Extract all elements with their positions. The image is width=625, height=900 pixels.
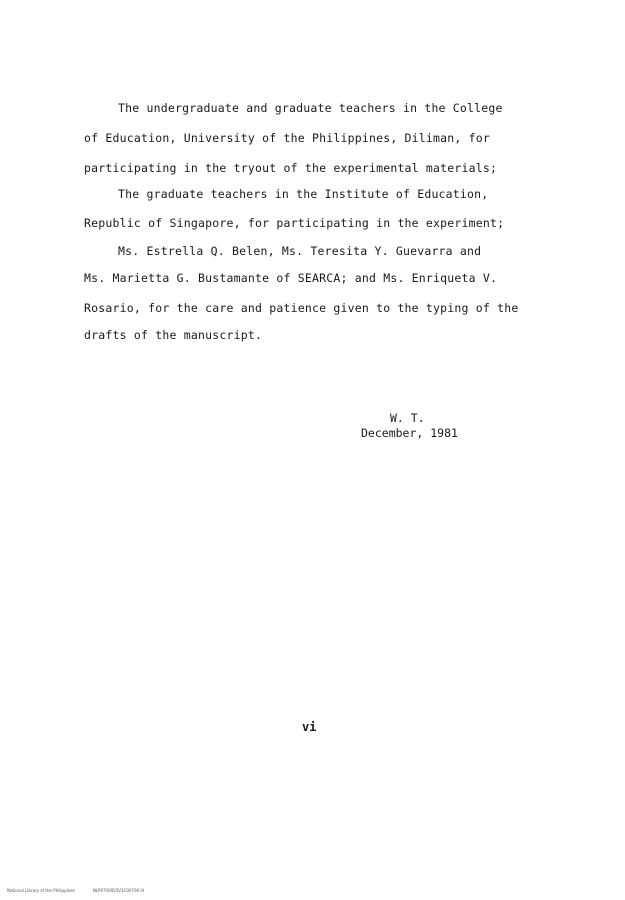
footer-code: NLP0700955V1C00706 lit	[92, 888, 145, 893]
signature-date: December, 1981	[361, 426, 458, 440]
paragraph-1-line-2: of Education, University of the Philippines, Diliman, for	[84, 131, 491, 145]
paragraph-1-line-1: The undergraduate and graduate teachers in the College	[118, 101, 503, 115]
paragraph-2-line-2: Republic of Singapore, for participating in the experiment;	[84, 216, 505, 230]
paragraph-3-line-1: Ms. Estrella Q. Belen, Ms. Teresita Y. Guevarra and	[118, 244, 482, 258]
paragraph-3-line-3: Rosario, for the care and patience given to the typing of the	[84, 301, 519, 315]
signature-initials: W. T.	[390, 411, 425, 425]
paragraph-3-line-4: drafts of the manuscript.	[84, 328, 263, 342]
paragraph-2-line-1: The graduate teachers in the Institute of Education,	[118, 187, 489, 201]
footer-library: National Library of the Philippines	[7, 888, 75, 893]
page-number: vi	[302, 720, 317, 734]
paragraph-1-line-3: participating in the tryout of the experimental materials;	[84, 161, 498, 175]
paragraph-3-line-2: Ms. Marietta G. Bustamante of SEARCA; and Ms. Enriqueta V.	[84, 271, 498, 285]
footer-stamp	[2, 883, 144, 898]
